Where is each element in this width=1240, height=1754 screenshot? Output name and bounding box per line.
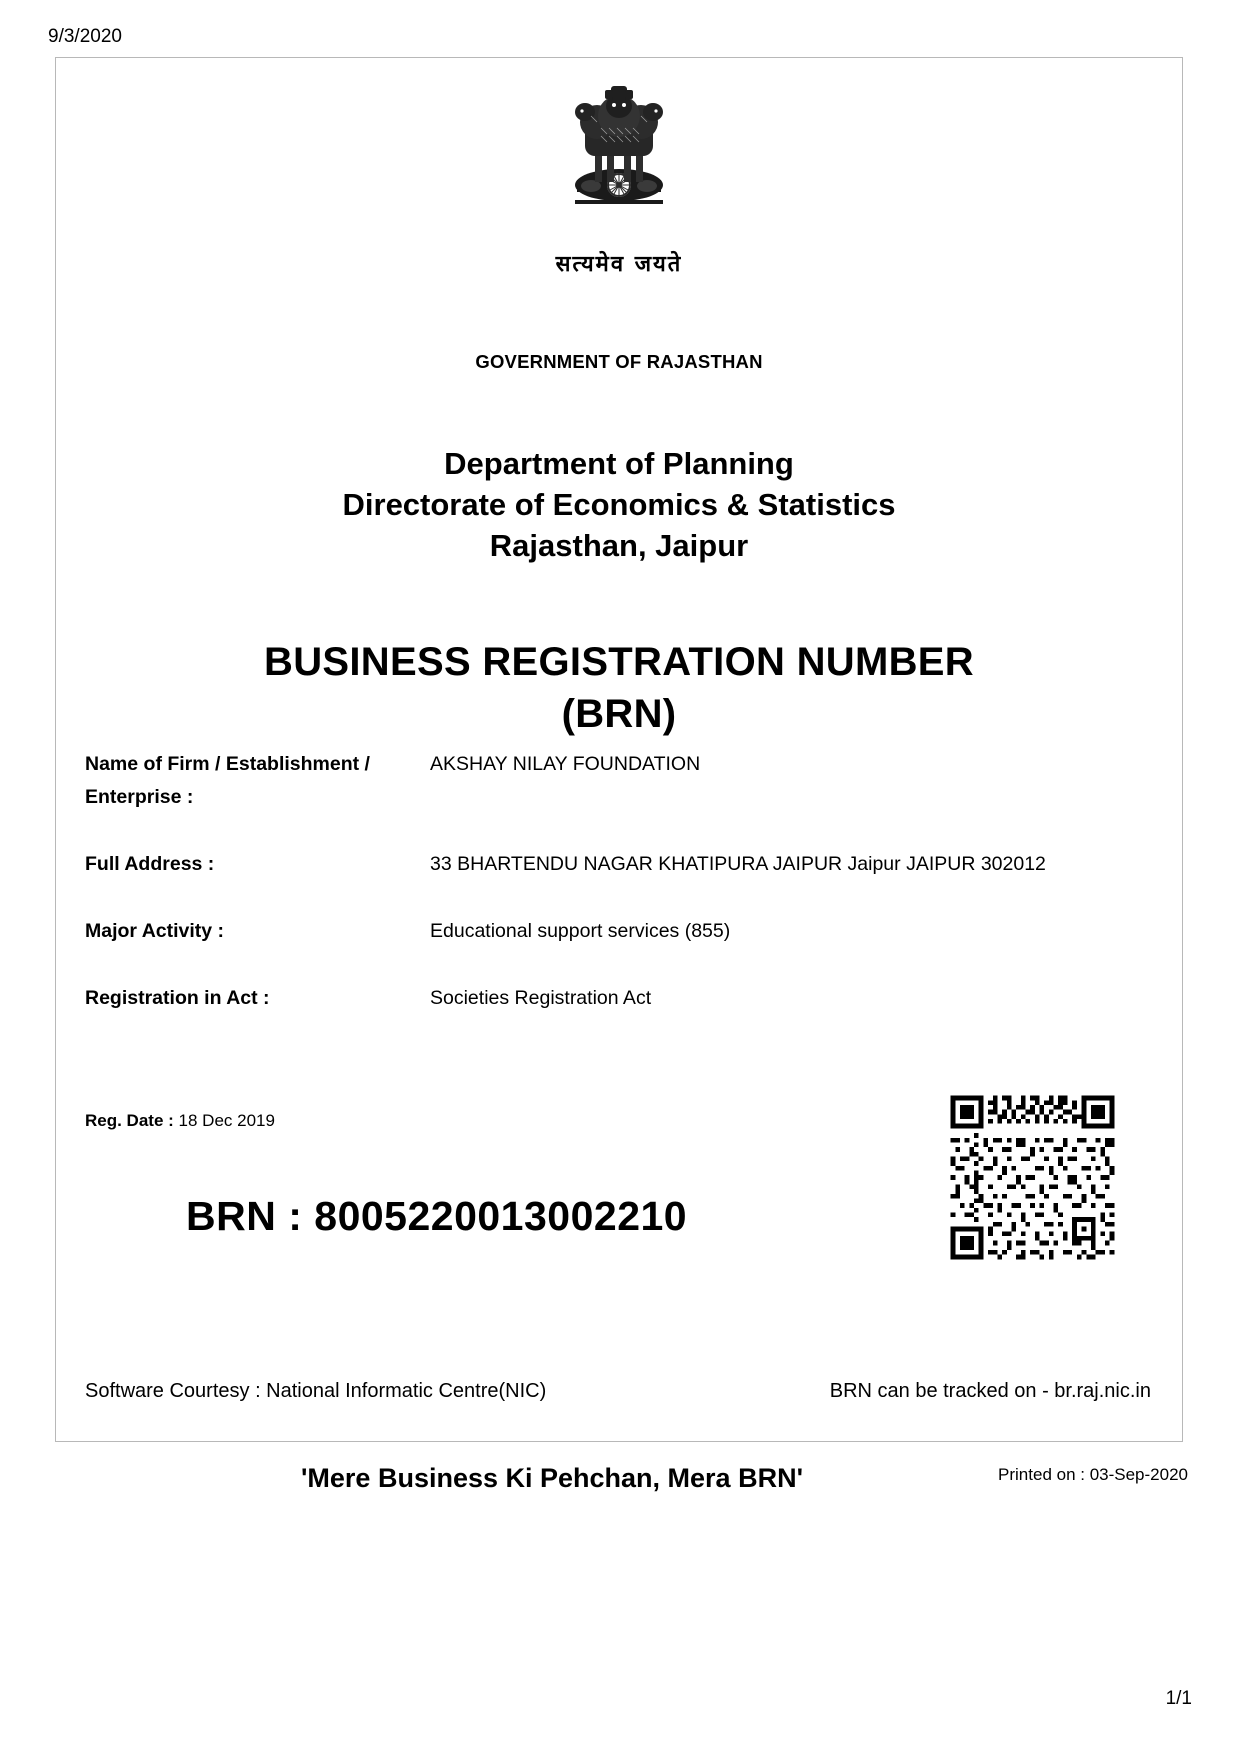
field-row	[85, 748, 1155, 814]
registration-date	[85, 1111, 275, 1131]
brn-certificate	[55, 57, 1183, 1442]
software-courtesy: Software Courtesy : National Informatic Centre(NIC)	[85, 1380, 547, 1402]
certificate-footer	[85, 1380, 1153, 1403]
certificate-title-line-1: BUSINESS REGISTRATION NUMBER	[264, 640, 974, 684]
certificate-title	[56, 636, 1182, 740]
field-label-address: Full Address :	[85, 853, 215, 875]
field-label-major-activity: Major Activity :	[85, 920, 225, 942]
field-row	[85, 915, 1155, 948]
certificate-title-line-2: (BRN)	[561, 692, 677, 736]
tagline-text: 'Mere Business Ki Pehchan, Mera BRN'	[301, 1463, 803, 1493]
field-value-major-activity: Educational support services (855)	[430, 920, 731, 942]
registration-date-label: Reg. Date :	[85, 1111, 174, 1130]
department-line-1: Department of Planning	[444, 446, 794, 481]
department-line-3: Rajasthan, Jaipur	[489, 528, 749, 563]
field-row	[85, 982, 1155, 1015]
field-row	[85, 848, 1155, 881]
field-label-registration-act: Registration in Act :	[85, 987, 270, 1009]
brn-number: BRN : 8005220013002210	[186, 1193, 688, 1239]
field-value-address: 33 BHARTENDU NAGAR KHATIPURA JAIPUR Jaipur JAIPUR 302012	[430, 853, 1046, 875]
printed-on: Printed on : 03-Sep-2020	[998, 1465, 1188, 1484]
emblem-motto: सत्यमेव जयते	[555, 252, 683, 277]
registration-date-value: 18 Dec 2019	[178, 1111, 275, 1130]
details-fields	[85, 748, 1155, 1049]
tracking-info: BRN can be tracked on - br.raj.nic.in	[829, 1380, 1151, 1402]
government-line: GOVERNMENT OF RAJASTHAN	[475, 351, 763, 372]
field-label-name: Name of Firm / Establishment / Enterprise :	[85, 753, 370, 808]
qr-code-icon	[946, 1091, 1119, 1264]
department-block	[56, 443, 1182, 566]
field-value-name: AKSHAY NILAY FOUNDATION	[430, 753, 701, 775]
emblem-container	[56, 72, 1182, 278]
department-line-2: Directorate of Economics & Statistics	[342, 487, 896, 522]
qr-code	[946, 1091, 1119, 1264]
india-national-emblem-icon	[555, 72, 683, 244]
print-footer-page: 1/1	[1165, 1688, 1192, 1709]
field-value-registration-act: Societies Registration Act	[430, 987, 652, 1009]
print-header-date: 9/3/2020	[48, 26, 122, 47]
